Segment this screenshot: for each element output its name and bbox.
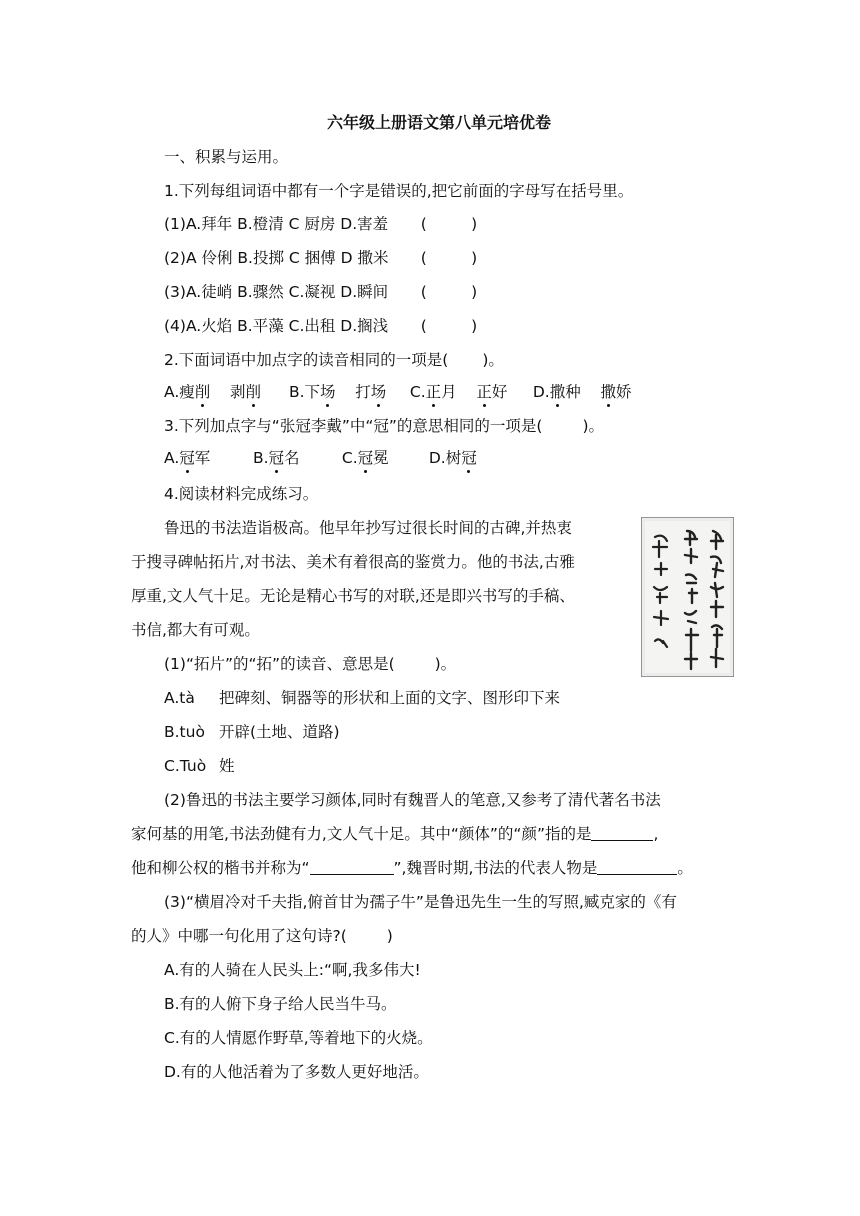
question-2-stem (164, 350, 504, 370)
subquestion-2-line: (2)鲁迅的书法主要学习颜体,同时有魏晋人的笔意,又参考了清代著名书法 (164, 791, 661, 809)
option-c[interactable]: C.正月 正好 (409, 383, 508, 401)
subquestion-3-option[interactable]: B.有的人俯下身子给人民当牛马。 (164, 995, 397, 1013)
subquestion-1-option[interactable] (164, 756, 235, 776)
section-heading: 一、积累与运用。 (164, 148, 289, 166)
subquestion-3-line (131, 926, 393, 946)
option-label: B.tuò (164, 723, 205, 741)
row-text: (2)A 伶俐 B.投掷 C 捆傅 D 撒米 (164, 249, 389, 267)
subquestion-2-line (131, 858, 693, 878)
page-title: 六年级上册语文第八单元培优卷 (327, 113, 552, 132)
line-text: , (653, 825, 659, 843)
answer-parens[interactable]: ( ) (420, 215, 478, 233)
subquestion-3-line: (3)“横眉冷对千夫指,俯首甘为孺子牛”是鲁迅先生一生的写照,臧克家的《有 (164, 893, 677, 911)
answer-parens[interactable]: ( ) (420, 249, 478, 267)
stem-end: )。 (434, 655, 457, 673)
calligraphy-image (641, 517, 734, 677)
passage-line: 厚重,文人气十足。无论是精心书写的对联,还是即兴书写的手稿、 (131, 587, 575, 605)
question-1-row (164, 316, 484, 336)
line-text: 家何基的用笔,书法劲健有力,文人气十足。其中“颜体”的“颜”指的是 (131, 825, 592, 843)
question-2-options (164, 382, 631, 402)
passage-line: 书信,都大有可观。 (131, 621, 260, 639)
line-text: ”,魏晋时期,书法的代表人物是 (393, 859, 598, 877)
subquestion-3-option[interactable]: C.有的人情愿作野草,等着地下的火烧。 (164, 1029, 433, 1047)
fill-blank[interactable] (591, 824, 653, 841)
stem-text: 2.下面词语中加点字的读音相同的一项是( (164, 351, 449, 369)
subquestion-3-option[interactable]: D.有的人他活着为了多数人更好地活。 (164, 1063, 429, 1081)
line-text: 的人》中哪一句化用了这句诗?( (131, 927, 347, 945)
line-end: ) (386, 927, 393, 945)
fill-blank[interactable] (310, 858, 394, 875)
subquestion-1-stem (164, 654, 456, 674)
option-text: 把碑刻、铜器等的形状和上面的文字、图形印下来 (219, 689, 561, 707)
line-text: 他和柳公权的楷书并称为“ (131, 859, 310, 877)
stem-end: )。 (582, 417, 605, 435)
option-label: C.Tuò (164, 757, 207, 775)
subquestion-1-option[interactable] (164, 688, 560, 708)
option-d[interactable]: D.树冠 (428, 449, 477, 467)
stem-text: (1)“拓片”的“拓”的读音、意思是( (164, 655, 395, 673)
row-text: (1)A.拜年 B.橙清 C 厨房 D.害羞 (164, 215, 389, 233)
question-1-row (164, 214, 484, 234)
answer-parens[interactable]: ( ) (420, 317, 478, 335)
question-4-stem: 4.阅读材料完成练习。 (164, 485, 319, 503)
question-1-stem: 1.下列每组词语中都有一个字是错误的,把它前面的字母写在括号里。 (164, 182, 634, 200)
question-1-row (164, 248, 484, 268)
line-text: 。 (677, 859, 693, 877)
row-text: (4)A.火焰 B.平藻 C.出租 D.搁浅 (164, 317, 389, 335)
option-d[interactable]: D.撒种 撒娇 (532, 383, 632, 401)
option-b[interactable]: B.下场 打场 (288, 383, 387, 401)
subquestion-1-option[interactable] (164, 722, 340, 742)
option-a[interactable]: A.瘦削 剥削 (164, 383, 262, 401)
subquestion-3-option[interactable]: A.有的人骑在人民头上:“啊,我多伟大! (164, 961, 421, 979)
option-text: 姓 (219, 757, 235, 775)
option-text: 开辟(土地、道路) (219, 723, 340, 741)
answer-parens[interactable]: ( ) (420, 283, 478, 301)
stem-end: )。 (482, 351, 504, 369)
option-a[interactable]: A.冠军 (164, 449, 211, 467)
question-3-stem (164, 416, 604, 436)
passage-line: 鲁迅的书法造诣极高。他早年抄写过很长时间的古碑,并热衷 (164, 519, 572, 537)
row-text: (3)A.徒峭 B.骤然 C.凝视 D.瞬间 (164, 283, 389, 301)
subquestion-2-line (131, 824, 658, 844)
stem-text: 3.下列加点字与“张冠李戴”中“冠”的意思相同的一项是( (164, 417, 543, 435)
question-1-row (164, 282, 484, 302)
passage-line: 于搜寻碑帖拓片,对书法、美术有着很高的鉴赏力。他的书法,古雅 (131, 553, 575, 571)
option-b[interactable]: B.冠名 (252, 449, 300, 467)
option-c[interactable]: C.冠冕 (341, 449, 389, 467)
fill-blank[interactable] (597, 858, 677, 875)
question-3-options (164, 448, 477, 468)
option-label: A.tà (164, 689, 195, 707)
